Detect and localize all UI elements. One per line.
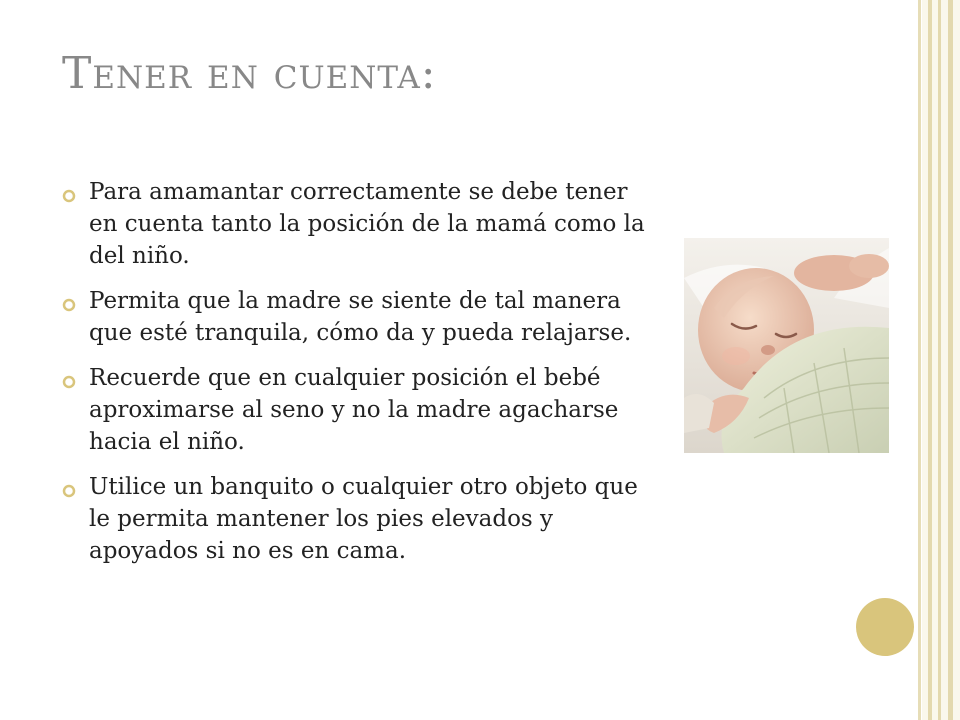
open-circle-bullet-icon: [62, 298, 76, 312]
band-stripe: [948, 0, 953, 720]
bullet-text: Utilice un banquito o cualquier otro objeto que le permita mantener los pies elevados y apoyados si no es en cama.: [89, 474, 638, 564]
slide-title: Tener en cuenta:: [62, 48, 437, 99]
right-decorative-band: [922, 0, 960, 720]
bullet-item: [62, 471, 662, 567]
sleeping-baby-illustration: [684, 238, 889, 453]
decorative-circle: [856, 598, 914, 656]
frame-line: [918, 0, 921, 720]
open-circle-bullet-icon: [62, 189, 76, 203]
open-circle-bullet-icon: [62, 375, 76, 389]
bullet-item: [62, 285, 662, 349]
bullet-text: Permita que la madre se siente de tal manera que esté tranquila, cómo da y pueda relajarse.: [89, 288, 632, 346]
bullet-item: [62, 362, 662, 458]
band-stripe: [928, 0, 932, 720]
band-stripe: [938, 0, 941, 720]
bullet-item: [62, 176, 662, 272]
bullet-list: [62, 176, 662, 580]
bullet-text: Para amamantar correctamente se debe tener en cuenta tanto la posición de la mamá como la del niño.: [89, 179, 645, 269]
open-circle-bullet-icon: [62, 484, 76, 498]
bullet-text: Recuerde que en cualquier posición el bebé aproximarse al seno y no la madre agacharse hacia el niño.: [89, 365, 619, 455]
sleeping-baby-photo: [684, 238, 889, 453]
